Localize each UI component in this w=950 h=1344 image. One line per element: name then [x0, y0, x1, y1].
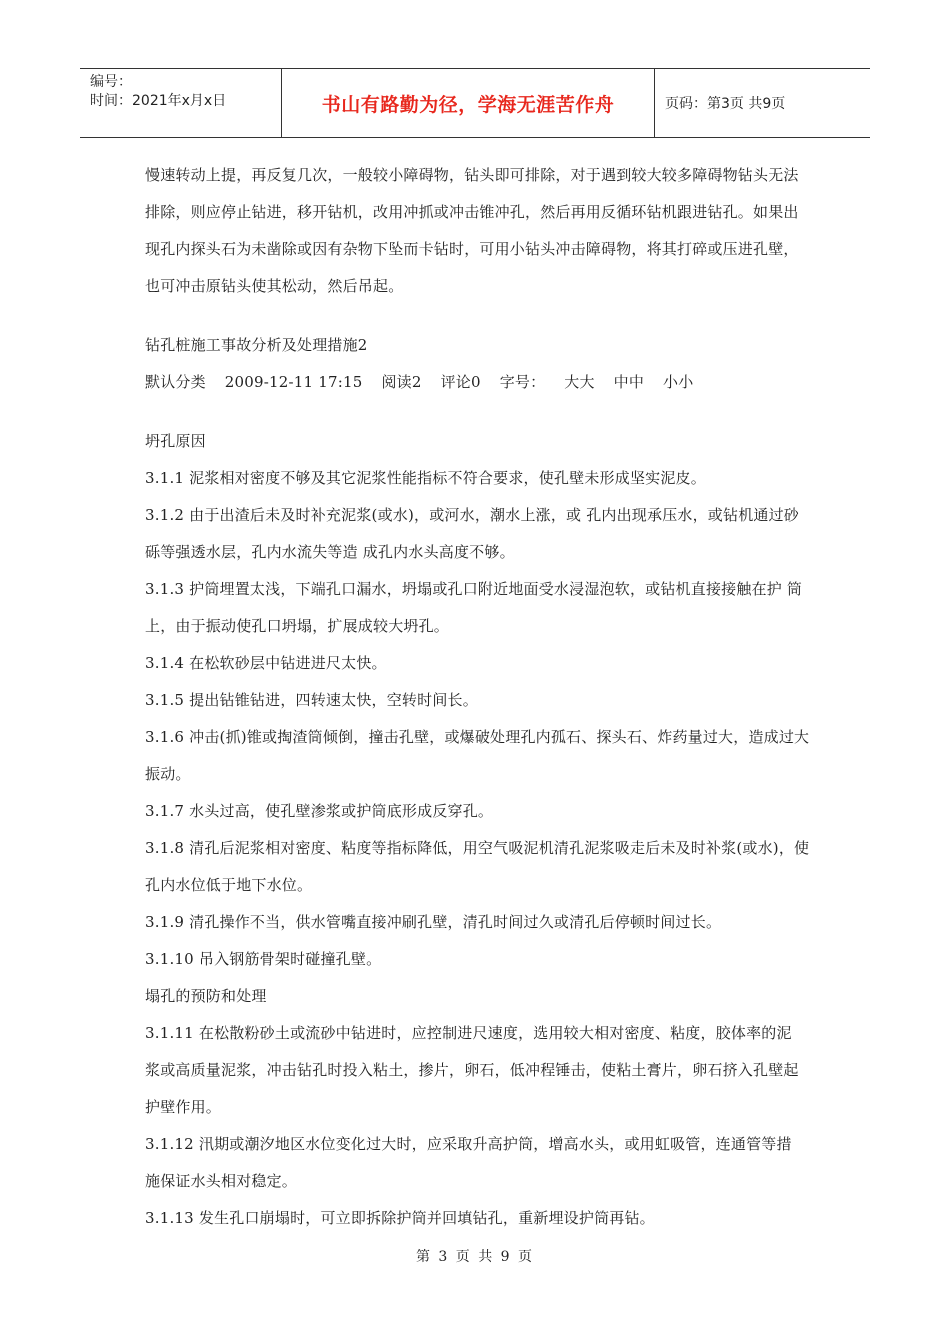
list-item: 3.1.1 泥浆相对密度不够及其它泥浆性能指标不符合要求，使孔壁未形成坚实泥皮。: [145, 469, 706, 487]
page-footer: 第 3 页 共 9 页: [415, 1249, 535, 1265]
header-motto: 书山有路勤为径，学海无涯苦作舟: [282, 69, 655, 137]
article-comments: 评论0: [440, 373, 481, 391]
list-item: 3.1.13 发生孔口崩塌时，可立即拆除护筒并回填钻孔，重新埋设护筒再钻。: [145, 1209, 655, 1227]
causes-list: [145, 460, 810, 978]
font-size-small-link[interactable]: 小小: [663, 373, 694, 391]
list-item: 3.1.4 在松软砂层中钻进进尺太快。: [145, 654, 387, 672]
page-header: [80, 68, 870, 138]
header-meta: [80, 69, 282, 137]
article-title: 钻孔桩施工事故分析及处理措施2: [145, 336, 368, 354]
article-reads: 阅读2: [381, 373, 422, 391]
list-item: 3.1.5 提出钻锥钻进，四转速太快，空转时间长。: [145, 691, 478, 709]
list-item: 3.1.3 护筒埋置太浅，下端孔口漏水，坍塌或孔口附近地面受水浸湿泡软，或钻机直接接触在护 筒上，由于振动使孔口坍塌，扩展成较大坍孔。: [145, 580, 803, 635]
section-heading-prevention: 塌孔的预防和处理: [145, 987, 267, 1005]
font-size-label: 字号：: [499, 373, 546, 391]
list-item: 3.1.11 在松散粉砂土或流砂中钻进时，应控制进尺速度，选用较大相对密度、粘度，胶体率的泥 浆或高质量泥浆，冲击钻孔时投入粘土，掺片，卵石，低冲程锤击，使粘土膏片，卵石挤入孔壁起护壁作用。: [145, 1024, 799, 1116]
article-category: 默认分类: [145, 373, 206, 391]
font-size-large-link[interactable]: 大大: [564, 373, 595, 391]
header-page-number: 页码：第3页 共9页: [665, 96, 786, 112]
list-item: 3.1.2 由于出渣后未及时补充泥浆(或水)，或河水，潮水上涨，或 孔内出现承压水，或钻机通过砂砾等强透水层，孔内水流失等造 成孔内水头高度不够。: [145, 506, 800, 561]
list-item: 3.1.6 冲击(抓)锥或掏渣筒倾倒，撞击孔壁，或爆破处理孔内孤石、探头石、炸药量过大，造成过大振动。: [145, 728, 810, 783]
intro-paragraph: 慢速转动上提，再反复几次，一般较小障碍物，钻头即可排除，对于遇到较大较多障碍物钻头无法排除，则应停止钻进，移开钻机，改用冲抓或冲击锥冲孔，然后再用反循环钻机跟进钻孔。如果出现孔内探头石为未凿除或因有杂物下坠而卡钻时，可用小钻头冲击障碍物，将其打碎或压进孔壁，也可冲击原钻头使其松动，然后吊起。: [145, 166, 799, 295]
font-size-medium-link[interactable]: 中中: [613, 373, 645, 391]
list-item: 3.1.8 清孔后泥浆相对密度、粘度等指标降低，用空气吸泥机清孔泥浆吸走后未及时补浆(或水)，使孔内水位低于地下水位。: [145, 839, 810, 894]
number-label: 编号：: [90, 74, 132, 90]
section-heading-causes: 坍孔原因: [145, 432, 206, 450]
date-label: 时间：2021年x月x日: [90, 93, 227, 109]
list-item: 3.1.10 吊入钢筋骨架时碰撞孔壁。: [145, 950, 382, 968]
list-item: 3.1.12 汛期或潮汐地区水位变化过大时，应采取升高护筒，增高水头，或用虹吸管，连通管等措 施保证水头相对稳定。: [145, 1135, 792, 1190]
prevention-list: [145, 1015, 810, 1237]
article-meta: [145, 364, 810, 401]
list-item: 3.1.7 水头过高，使孔壁渗浆或护筒底形成反穿孔。: [145, 802, 494, 820]
article-datetime: 2009-12-11 17:15: [224, 373, 363, 391]
list-item: 3.1.9 清孔操作不当，供水管嘴直接冲刷孔壁，清孔时间过久或清孔后停顿时间过长。: [145, 913, 722, 931]
document-body: [145, 157, 810, 1237]
